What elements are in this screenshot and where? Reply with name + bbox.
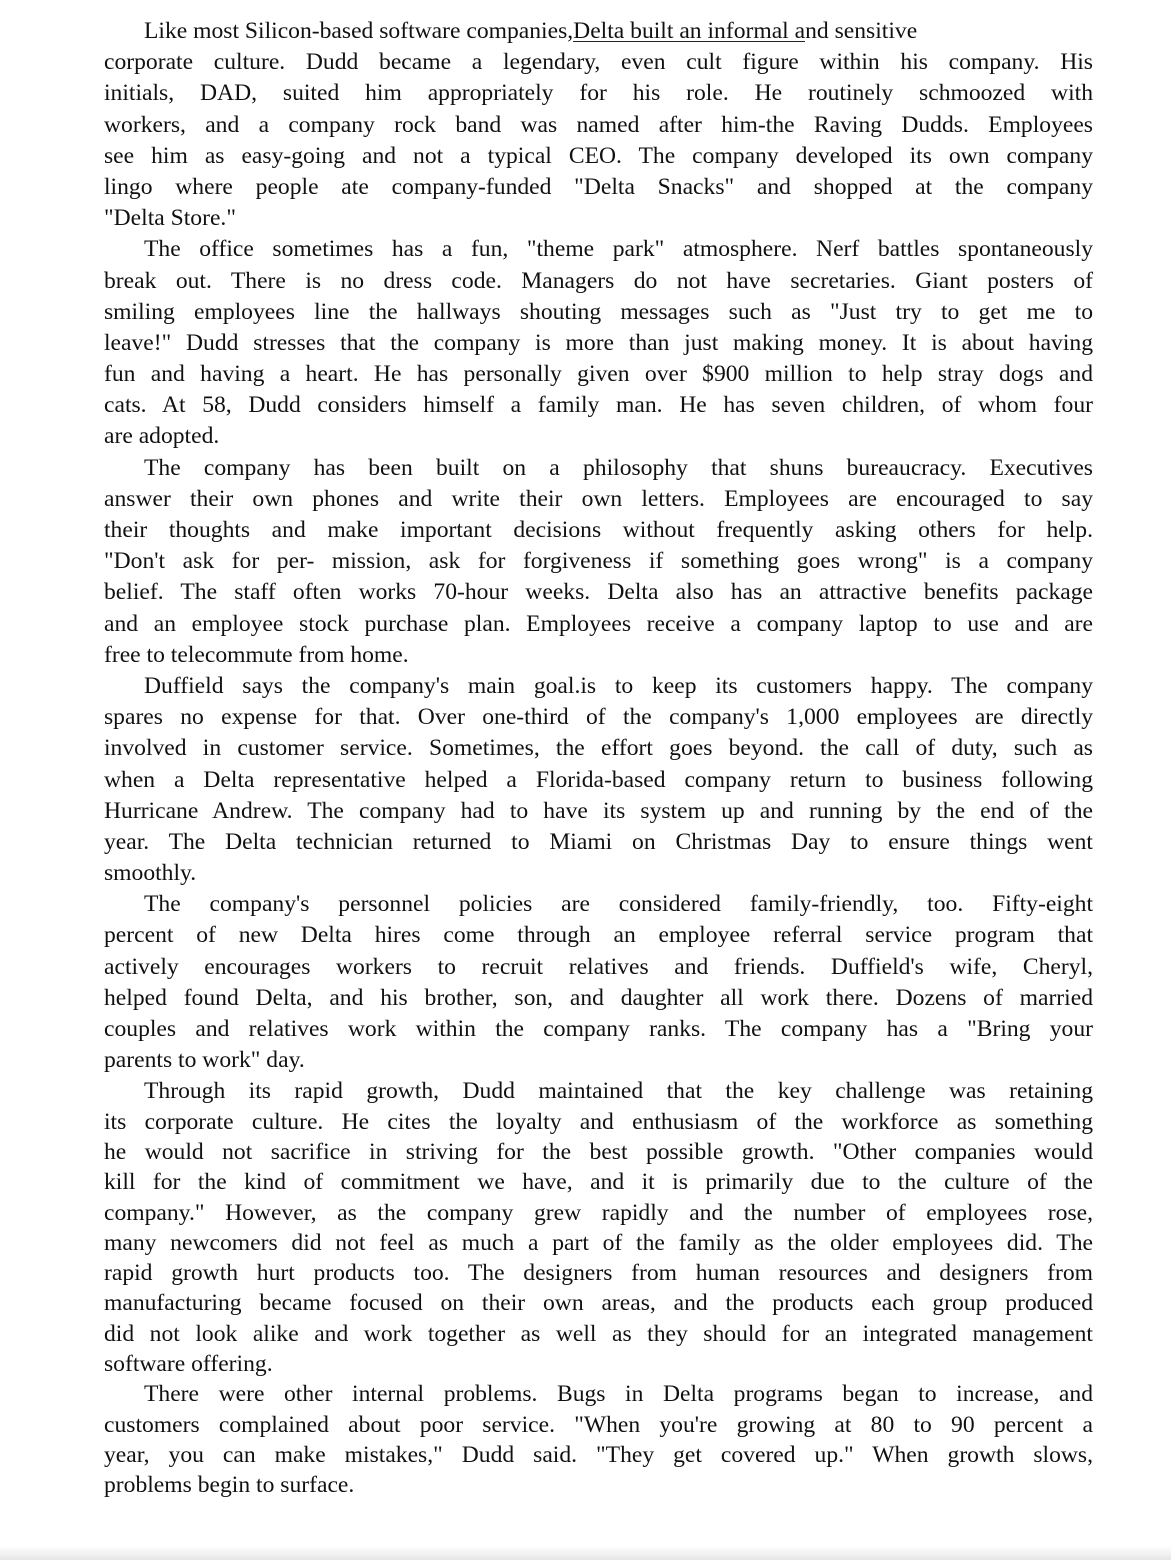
text-line: their thoughts and make important decisions without frequently asking others for help. — [104, 517, 1093, 543]
paragraph — [104, 1076, 1093, 1379]
text-line: belief. The staff often works 70-hour weeks. Delta also has an attractive benefits package — [104, 579, 1093, 606]
page-bottom-edge — [0, 1546, 1171, 1560]
text-line: smoothly. — [104, 860, 197, 887]
text-line: involved in customer service. Sometimes, the effort goes beyond. the call of duty, such as — [104, 735, 1093, 762]
text-line: Through its rapid growth, Dudd maintained that the key challenge was retaining — [144, 1078, 1093, 1105]
paragraph — [104, 47, 1093, 234]
paragraph — [104, 234, 1093, 452]
text-line: initials, DAD, suited him appropriately for his role. He routinely schmoozed with — [104, 80, 1093, 107]
text-line: Duffield says the company's main goal.is to keep its customers happy. The company — [144, 672, 1093, 699]
text-line: percent of new Delta hires come through an employee referral service program that — [104, 922, 1093, 949]
document-page — [104, 16, 1093, 1501]
text-line: workers, and a company rock band was named after him-the Raving Dudds. Employees — [104, 111, 1093, 138]
text-line: The company has been built on a philosophy that shuns bureaucracy. Executives — [144, 454, 1093, 481]
text-line: and an employee stock purchase plan. Employees receive a company laptop to use and are — [104, 610, 1093, 637]
text-line: leave!" Dudd stresses that the company is more than just making money. It is about having — [104, 329, 1093, 356]
text-line: spares no expense for that. Over one-third of the company's 1,000 employees are directly — [104, 704, 1093, 731]
text-line: year, you can make mistakes," Dudd said. "They get covered up." When growth slows, — [104, 1441, 1093, 1468]
text-line: corporate culture. Dudd became a legendary, even cult figure within his company. His — [104, 49, 1093, 76]
text-line: The office sometimes has a fun, "theme park" atmosphere. Nerf battles spontaneously — [144, 236, 1093, 263]
text-line: helped found Delta, and his brother, son, and daughter all work there. Dozens of married — [104, 984, 1093, 1011]
text-line: free to telecommute from home. — [104, 641, 409, 668]
text-line: "Delta Store." — [104, 205, 236, 232]
text-line: answer their own phones and write their own letters. Employees are encouraged to say — [104, 485, 1093, 512]
text-line: actively encourages workers to recruit relatives and friends. Duffield's wife, Cheryl, — [104, 953, 1093, 980]
paragraph — [104, 889, 1093, 1076]
first-line — [104, 16, 1093, 47]
text-line: parents to work" day. — [104, 1047, 305, 1074]
text-line: many newcomers did not feel as much a part of the family as the older employees did. The — [104, 1229, 1093, 1256]
text-line: when a Delta representative helped a Florida-based company return to business following — [104, 766, 1093, 793]
marked-text: Delta built an informal a — [573, 18, 806, 44]
paragraph — [104, 453, 1093, 671]
text-line: software offering. — [104, 1351, 273, 1378]
text-line: "Don't ask for per- mission, ask for forgiveness if something goes wrong" is a company — [104, 548, 1093, 575]
text-line: he would not sacrifice in striving for the best possible growth. "Other companies would — [104, 1138, 1093, 1165]
text-line: problems begin to surface. — [104, 1472, 355, 1499]
paragraph — [104, 1379, 1093, 1500]
body-text — [104, 47, 1093, 1500]
text-line: its corporate culture. He cites the loyalty and enthusiasm of the workforce as something — [104, 1108, 1093, 1135]
text-line: couples and relatives work within the company ranks. The company has a "Bring your — [104, 1016, 1093, 1042]
paragraph — [104, 671, 1093, 889]
text-line: customers complained about poor service. "When you're growing at 80 to 90 percent a — [104, 1411, 1093, 1438]
text-line: break out. There is no dress code. Managers do not have secretaries. Giant posters of — [104, 267, 1093, 294]
text-line: cats. At 58, Dudd considers himself a family man. He has seven children, of whom four — [104, 392, 1093, 419]
text-line: The company's personnel policies are considered family-friendly, too. Fifty-eight — [144, 891, 1093, 918]
text-line: lingo where people ate company-funded "Delta Snacks" and shopped at the company — [104, 173, 1093, 200]
text-line: see him as easy-going and not a typical CEO. The company developed its own company — [104, 142, 1093, 169]
text-line: smiling employees line the hallways shouting messages such as "Just try to get me to — [104, 298, 1093, 325]
text-line: company." However, as the company grew rapidly and the number of employees rose, — [104, 1199, 1093, 1226]
text-line: There were other internal problems. Bugs in Delta programs began to increase, and — [144, 1381, 1093, 1408]
text-line: fun and having a heart. He has personally given over $900 million to help stray dogs and — [104, 361, 1093, 388]
text-line: year. The Delta technician returned to Miami on Christmas Day to ensure things went — [104, 828, 1093, 855]
text-line: manufacturing became focused on their own areas, and the products each group produced — [104, 1290, 1093, 1317]
text-line: are adopted. — [104, 423, 220, 450]
text-segment: Like most Silicon-based software companies, — [144, 18, 574, 44]
text-line: kill for the kind of commitment we have, and it is primarily due to the culture of the — [104, 1169, 1093, 1196]
text-segment: nd sensitive — [805, 18, 918, 44]
text-line: rapid growth hurt products too. The designers from human resources and designers from — [104, 1260, 1093, 1287]
text-line: did not look alike and work together as well as they should for an integrated management — [104, 1320, 1093, 1347]
text-line: Hurricane Andrew. The company had to have its system up and running by the end of the — [104, 797, 1093, 824]
